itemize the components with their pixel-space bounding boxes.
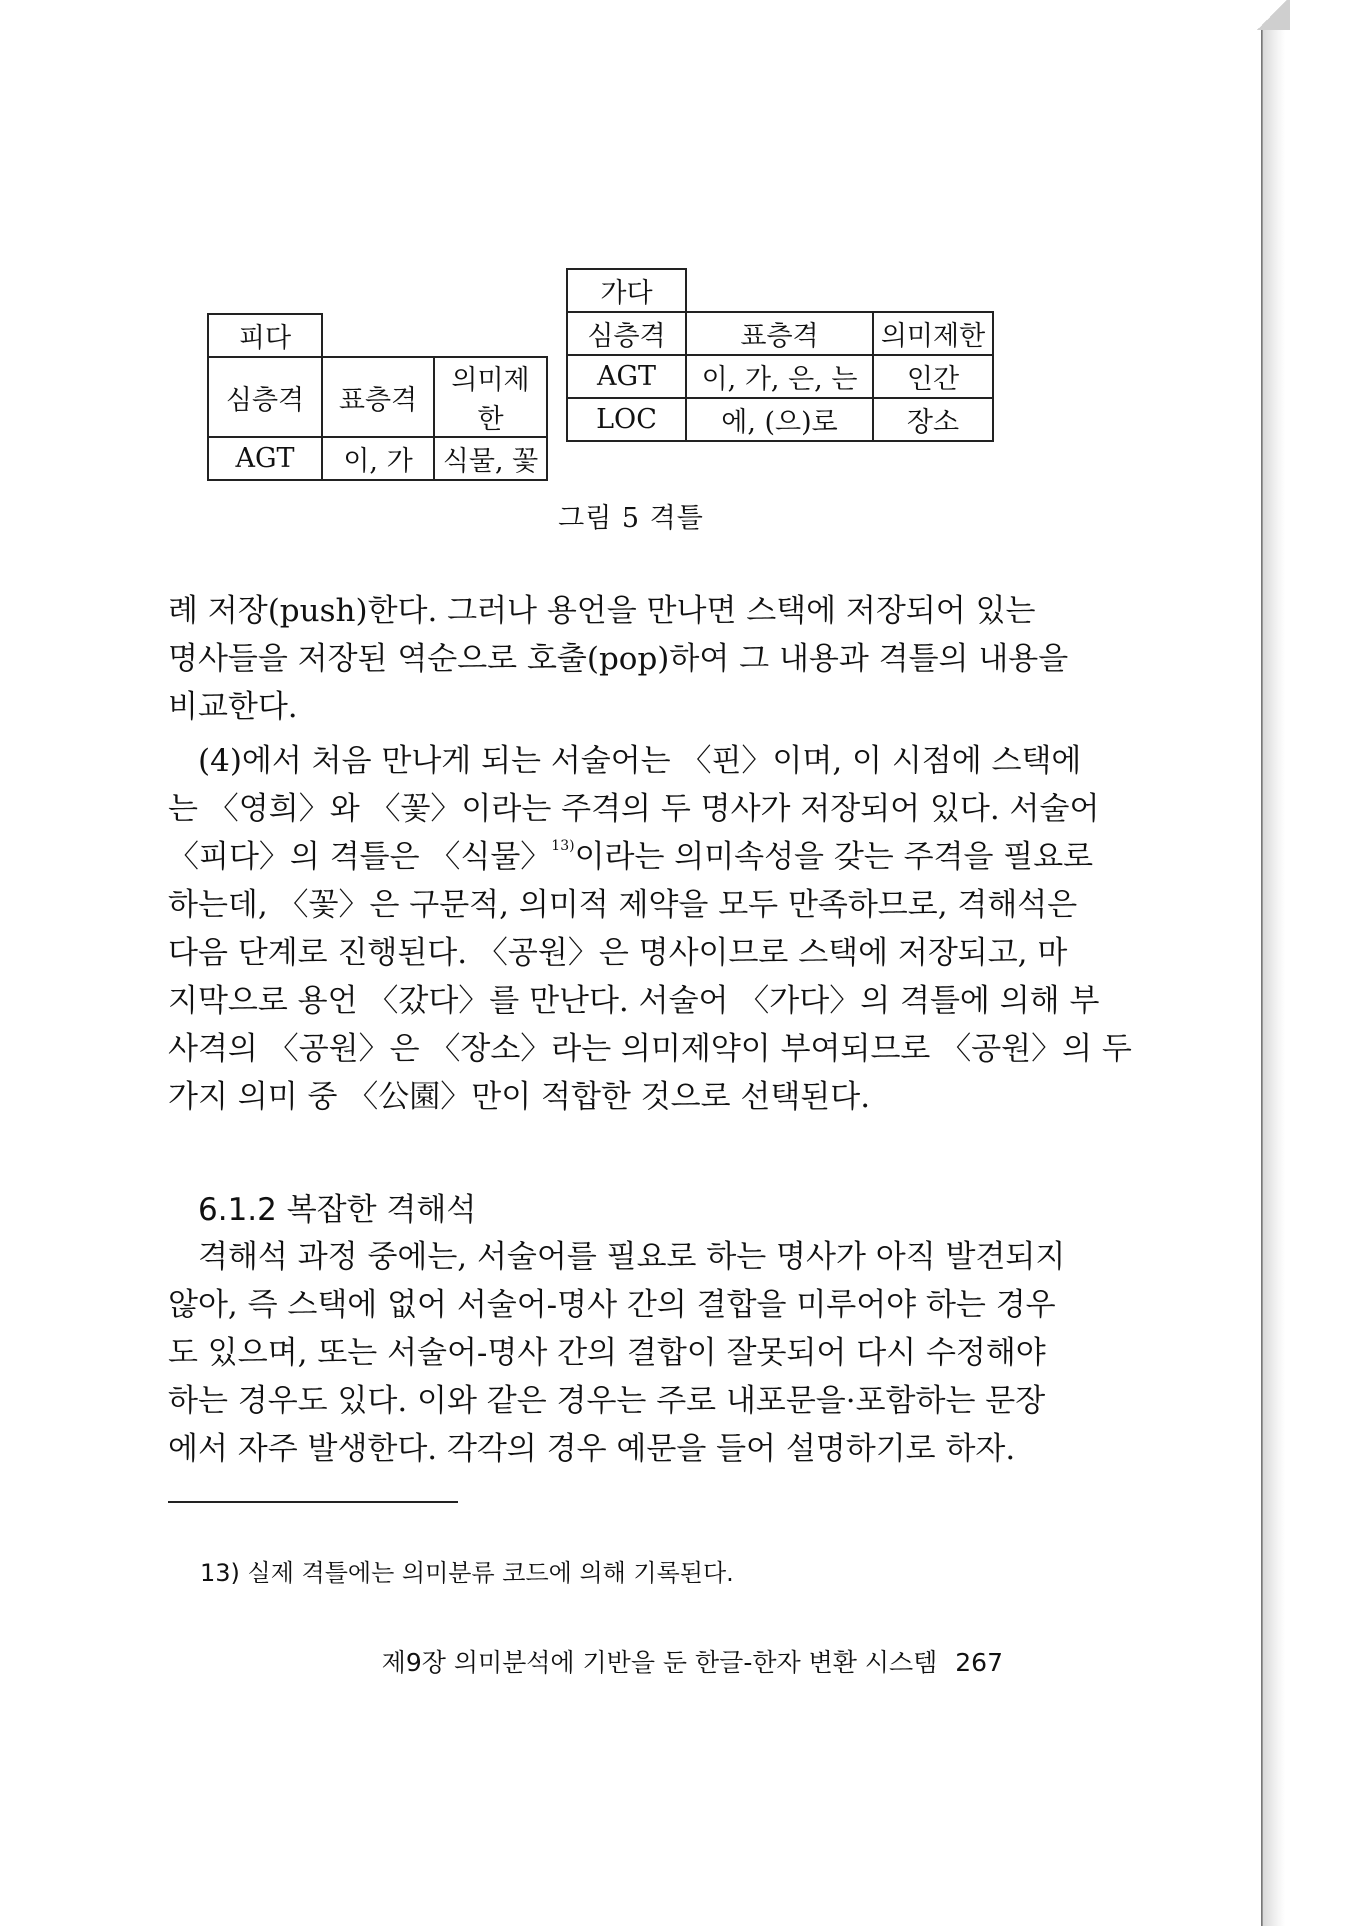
table-cell: 에, (으)로 — [686, 398, 873, 441]
table-cell: 인간 — [873, 355, 993, 398]
header-cell: 심층격 — [567, 312, 686, 355]
table-title: 피다 — [208, 314, 322, 357]
page-edge — [1262, 0, 1285, 1926]
header-cell: 표층격 — [322, 357, 434, 437]
page-number: 267 — [955, 1648, 1003, 1677]
table-row — [567, 398, 993, 441]
case-frame-table-pida — [207, 313, 548, 481]
text-line: 하는 경우도 있다. 이와 같은 경우는 주로 내포문을·포함하는 문장 — [168, 1383, 1046, 1419]
table-cell: 이, 가 — [322, 437, 434, 480]
text-line: 하는데, 〈꽃〉은 구문적, 의미적 제약을 모두 만족하므로, 격해석은 — [168, 887, 1078, 923]
text-line: 가지 의미 중 〈公園〉만이 적합한 것으로 선택된다. — [168, 1079, 871, 1115]
table-cell: LOC — [567, 398, 686, 441]
header-cell: 표층격 — [686, 312, 873, 355]
text-segment: 〈피다〉의 격틀은 〈식물〉 — [168, 839, 552, 875]
table-cell: 식물, 꽃 — [434, 437, 547, 480]
table-row — [567, 355, 993, 398]
table-cell: 이, 가, 은, 는 — [686, 355, 873, 398]
text-line: 에서 자주 발생한다. 각각의 경우 예문을 들어 설명하기로 하자. — [168, 1431, 1016, 1467]
text-line: 다음 단계로 진행된다. 〈공원〉은 명사이므로 스택에 저장되고, 마 — [168, 935, 1068, 971]
text-line: 비교한다. — [168, 689, 298, 725]
section-heading: 6.1.2 복잡한 격해석 — [198, 1192, 477, 1228]
case-frame-table-gada — [566, 268, 994, 442]
table-row — [208, 437, 547, 480]
table-cell: 장소 — [873, 398, 993, 441]
text-line — [168, 833, 1094, 881]
table-header-row — [567, 312, 993, 355]
footnote-divider — [168, 1501, 458, 1503]
text-line: 지막으로 용언 〈갔다〉를 만난다. 서술어 〈가다〉의 격틀에 의해 부 — [168, 983, 1100, 1019]
header-cell: 의미제한 — [873, 312, 993, 355]
text-line: 도 있으며, 또는 서술어-명사 간의 결합이 잘못되어 다시 수정해야 — [168, 1335, 1046, 1371]
paragraph — [168, 1233, 1066, 1473]
text-line: 않아, 즉 스택에 없어 서술어-명사 간의 결합을 미루어야 하는 경우 — [168, 1287, 1056, 1323]
table-cell: AGT — [567, 355, 686, 398]
page-corner — [1254, 0, 1290, 30]
text-line: 명사들을 저장된 역순으로 호출(pop)하여 그 내용과 격틀의 내용을 — [168, 641, 1069, 677]
header-cell: 의미제한 — [434, 357, 547, 437]
table-title: 가다 — [567, 269, 686, 312]
running-footer — [382, 1643, 1003, 1679]
figure-caption: 그림 5 격틀 — [558, 503, 704, 534]
text-line: (4)에서 처음 만나게 되는 서술어는 〈핀〉이며, 이 시점에 스택에 — [198, 743, 1082, 779]
text-line: 격해석 과정 중에는, 서술어를 필요로 하는 명사가 아직 발견되지 — [198, 1239, 1066, 1275]
text-line: 례 저장(push)한다. 그러나 용언을 만나면 스택에 저장되어 있는 — [168, 593, 1036, 629]
text-line: 사격의 〈공원〉은 〈장소〉라는 의미제약이 부여되므로 〈공원〉의 두 — [168, 1031, 1132, 1067]
footnote: 13) 실제 격틀에는 의미분류 코드에 의해 기록된다. — [200, 1559, 734, 1587]
paragraph — [168, 587, 1069, 731]
text-line: 는 〈영희〉와 〈꽃〉이라는 주격의 두 명사가 저장되어 있다. 서술어 — [168, 791, 1100, 827]
footnote-reference: 13) — [551, 838, 575, 854]
chapter-title: 제9장 의미분석에 기반을 둔 한글-한자 변환 시스템 — [381, 1648, 938, 1677]
header-cell: 심층격 — [208, 357, 322, 437]
text-segment: 이라는 의미속성을 갖는 주격을 필요로 — [574, 839, 1094, 875]
table-header-row — [208, 357, 547, 437]
table-cell: AGT — [208, 437, 322, 480]
paragraph — [168, 737, 1132, 1121]
